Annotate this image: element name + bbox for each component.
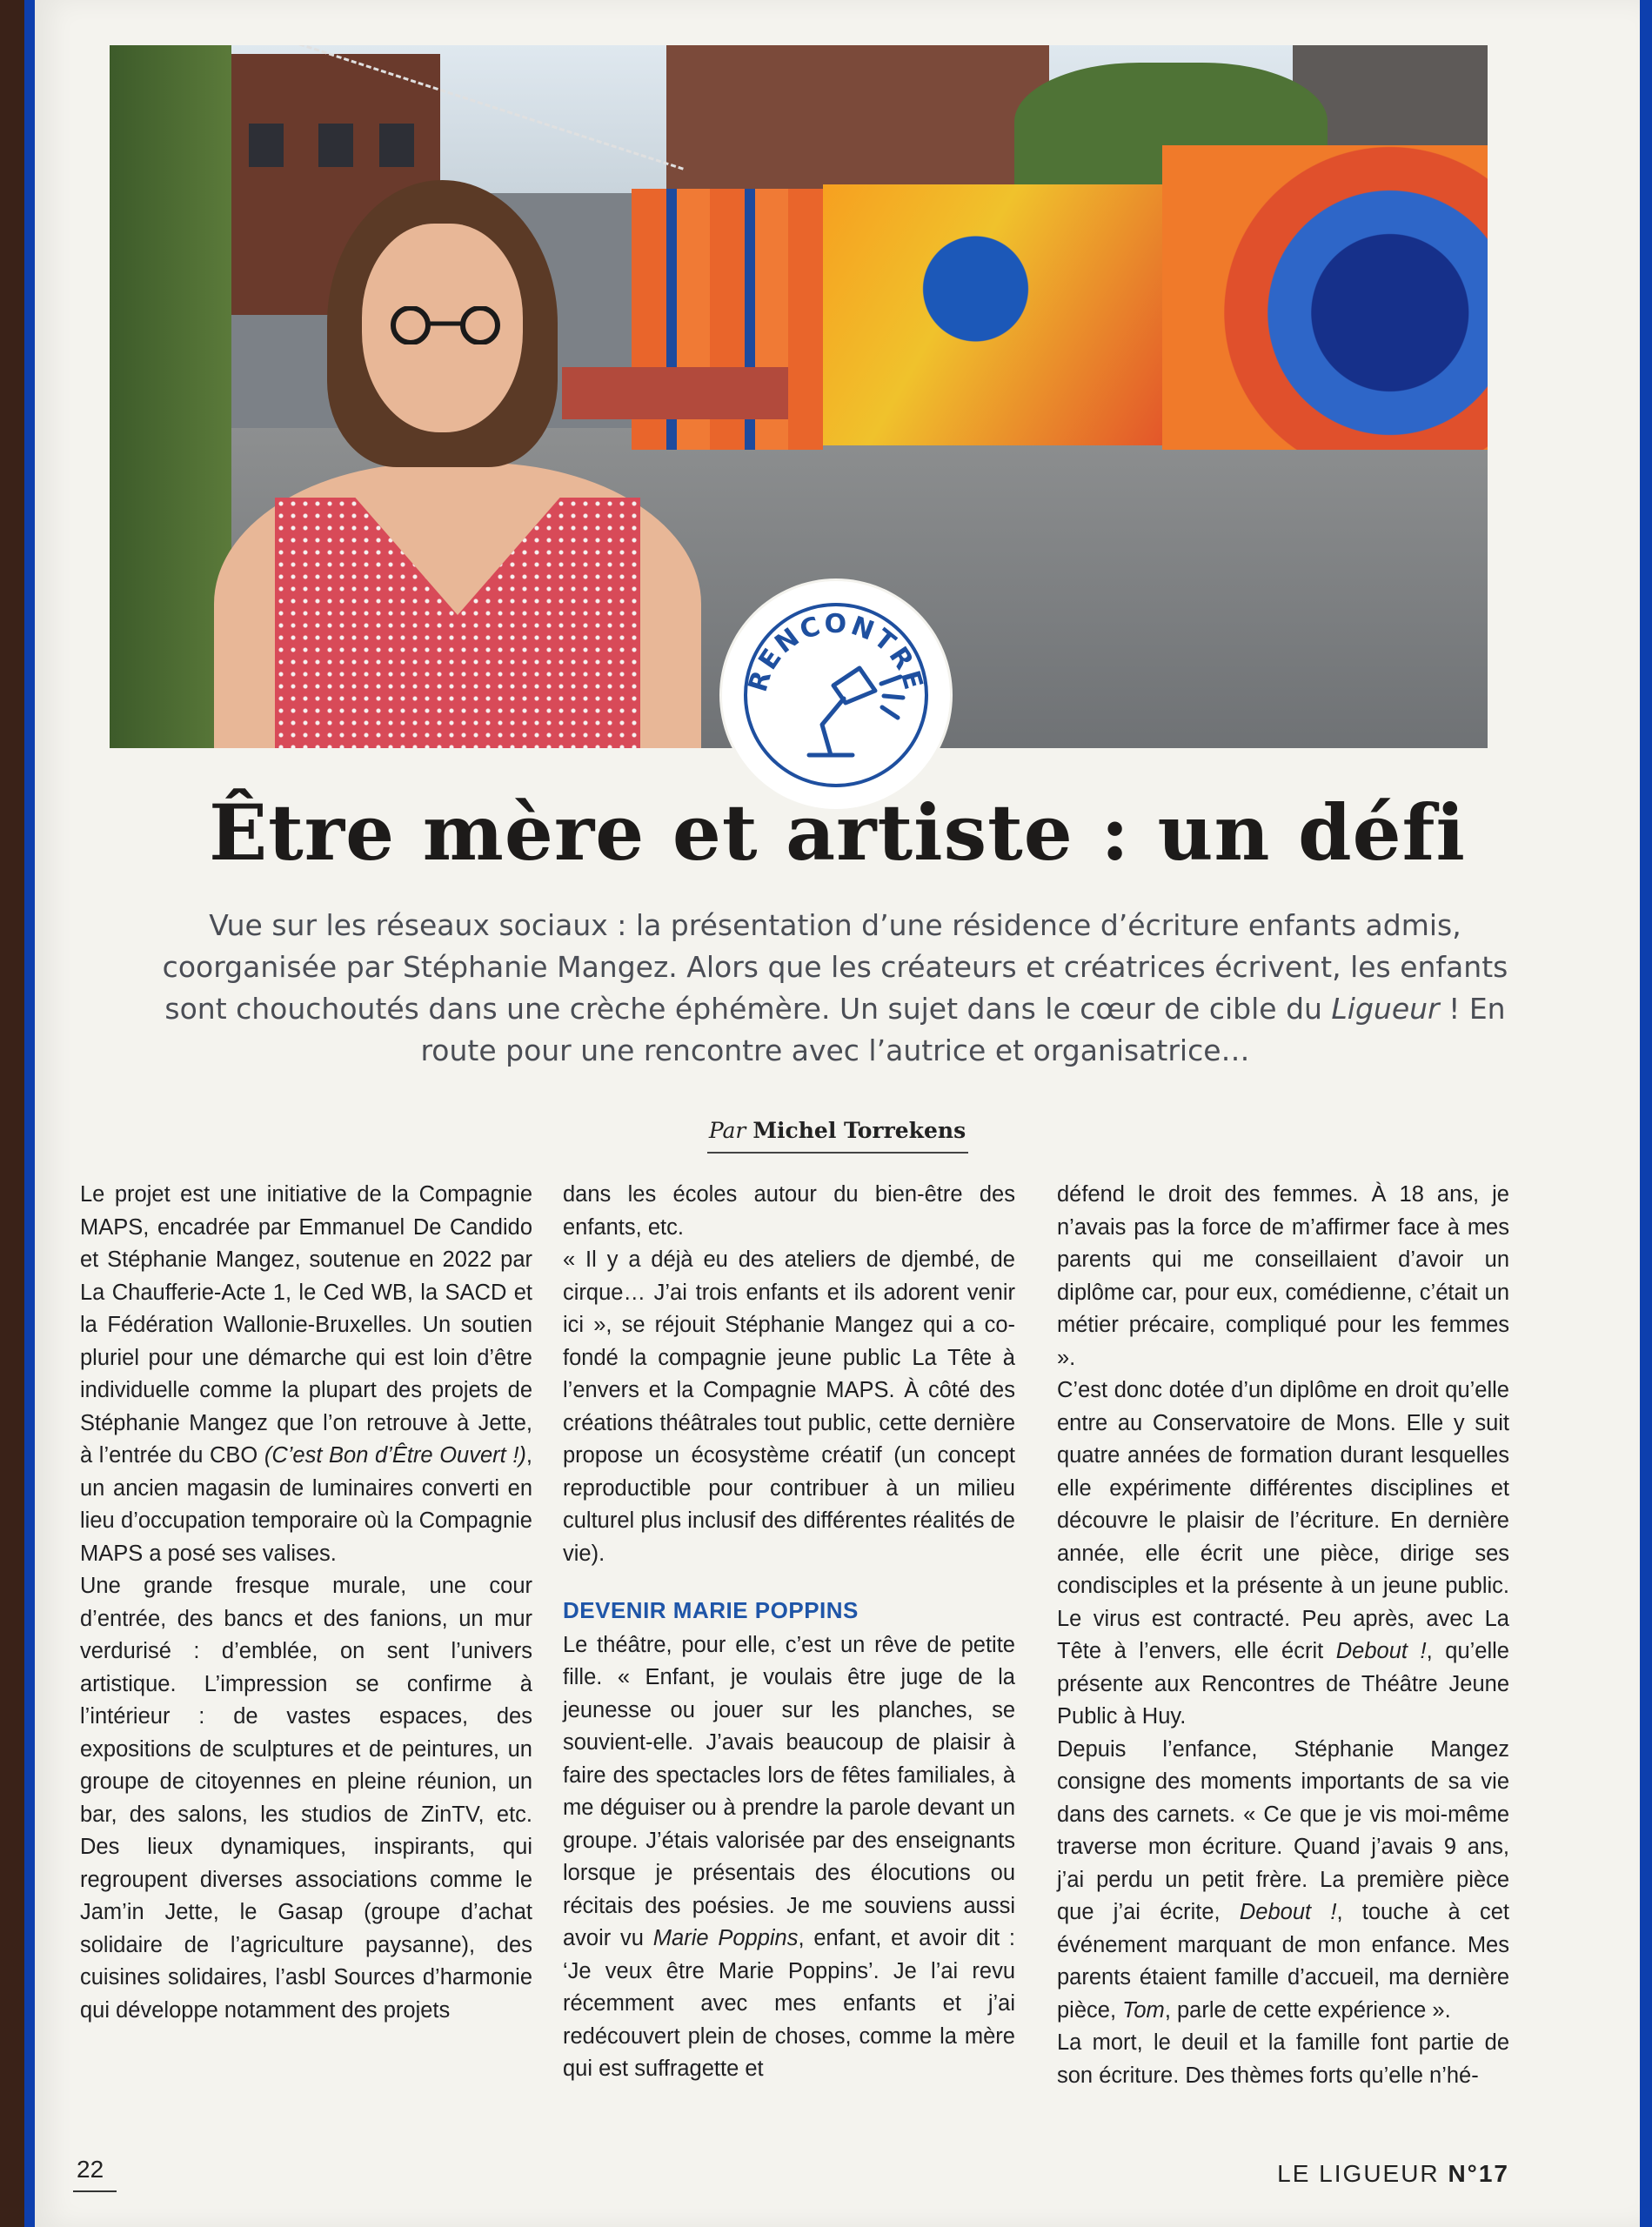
column-1 bbox=[80, 1179, 532, 2027]
paragraph: Le projet est une initiative de la Compagnie MAPS, encadrée par Emmanuel De Candido et Stéphanie Mangez, soutenue en 2022 par La Chaufferie-Acte 1, le Ced WB, la SACD et la Fédération Wallonie-Bruxelles. Un soutien pluriel pour une démarche qui est loin d’être individuelle comme la plupart des projets de Stéphanie Mangez que l’on retrouve à Jette, à l’entrée du CBO (C’est Bon d’Être Ouvert !), un ancien magasin de luminaires converti en lieu d’occupation temporaire où la Compagnie MAPS a posé ses valises. bbox=[80, 1182, 533, 1566]
paragraph: C’est donc dotée d’un diplôme en droit qu’elle entre au Conservatoire de Mons. Elle y suit quatre années de formation durant lesquelles elle expérimente différentes disciplines et découvre le plaisir de l’écriture. En dernière année, elle écrit une pièce, dirige ses condisciples et la présente à un jeune public. Le virus est contracté. Peu après, avec La Tête à l’envers, elle écrit Debout !, qu’elle présente aux Rencontres de Théâtre Jeune Public à Huy. bbox=[1057, 1378, 1509, 1729]
paragraph: Le théâtre, pour elle, c’est un rêve de petite fille. « Enfant, je voulais être juge de la jeunesse ou jouer sur les planches, se souvient-elle. J’avais beaucoup de plaisir à faire des spectacles lors de fêtes familiales, à me déguiser ou à prendre la parole devant un groupe. J’étais valorisée par des enseignants lorsque je présentais des élocutions ou récitais des poésies. Je me souviens aussi avoir vu Marie Poppins, enfant, et avoir dit : ‘Je veux être Marie Poppins’. Je l’ai revu récemment avec mes enfants et j’ai redécouvert plein de choses, comme la mère qui est suffragette et bbox=[563, 1632, 1016, 2081]
badge-label: RENCONTRE bbox=[742, 608, 930, 696]
author-name: Michel Torrekens bbox=[752, 1118, 966, 1143]
section-subheading: DEVENIR MARIE POPPINS bbox=[563, 1597, 859, 1623]
column-2 bbox=[563, 1179, 1015, 2086]
magazine-page bbox=[35, 0, 1640, 2227]
column-3 bbox=[1057, 1179, 1509, 2092]
page-number-rule bbox=[73, 2190, 117, 2192]
paragraph: La mort, le deuil et la famille font partie de son écriture. Des thèmes forts qu’elle n’hé- bbox=[1057, 2030, 1509, 2088]
rencontre-badge bbox=[722, 581, 950, 809]
paragraph: Depuis l’enfance, Stéphanie Mangez consigne des moments importants de sa vie dans des carnets. « Ce que je vis moi-même traverse mon écriture. Quand j’avais 9 ans, j’ai perdu un petit frère. La première pièce que j’ai écrite, Debout !, touche à cet événement marquant de mon enfance. Mes parents étaient famille d’accueil, ma dernière pièce, Tom, parle de cette expérience ». bbox=[1057, 1736, 1509, 2023]
paragraph: défend le droit des femmes. À 18 ans, je n’avais pas la force de m’affirmer face à mes parents qui me conseillaient d’avoir un diplôme car, pour eux, comédienne, c’était un métier précaire, compliqué pour les femmes ». bbox=[1057, 1182, 1509, 1370]
background-edge bbox=[0, 0, 24, 2227]
article-title: Être mère et artiste : un défi bbox=[209, 787, 1466, 878]
paragraph: Une grande fresque murale, une cour d’entrée, des bancs et des fanions, un mur verdurisé : d’emblée, on sent l’univers artistique. L’impression se confirme à l’intérieur : de vastes espaces, des expositions de sculptures et de peintures, un groupe de citoyennes en pleine réunion, un bar, des salons, les studios de ZinTV, etc. Des lieux dynamiques, inspirants, qui regroupent diverses associations comme le Jam’in Jette, le Gasap (groupe d’achat solidaire de l’agriculture paysanne), des cuisines solidaires, l’asbl Sources d’harmonie qui développe notamment des projets bbox=[80, 1574, 532, 2023]
article-lead: Vue sur les réseaux sociaux : la présentation d’une résidence d’écriture enfants admis, coorganisée par Stéphanie Mangez. Alors que les créateurs et créatrices écrivent, les enfants sont chouchoutés dans une crèche éphémère. Un sujet dans le cœur de cible du Ligueur ! En route pour une rencontre avec l’autrice et organisatrice… bbox=[162, 908, 1508, 1067]
paragraph: « Il y a déjà eu des ateliers de djembé, de cirque… J’ai trois enfants et ils adorent venir ici », se réjouit Stéphanie Mangez qui a co-fondé la compagnie jeune public La Tête à l’envers et la Compagnie MAPS. À côté des créations théâtrales tout public, cette dernière propose un écosystème créatif (un concept reproductible pour contribuer à un milieu culturel plus inclusif des différentes réalités de vie). bbox=[563, 1247, 1015, 1566]
paragraph: dans les écoles autour du bien-être des enfants, etc. bbox=[563, 1182, 1015, 1240]
page-number: 22 bbox=[77, 2156, 104, 2183]
byline: Par Michel Torrekens bbox=[35, 1118, 1640, 1154]
magazine-footer: LE LIGUEUR N°17 bbox=[1277, 2160, 1509, 2187]
